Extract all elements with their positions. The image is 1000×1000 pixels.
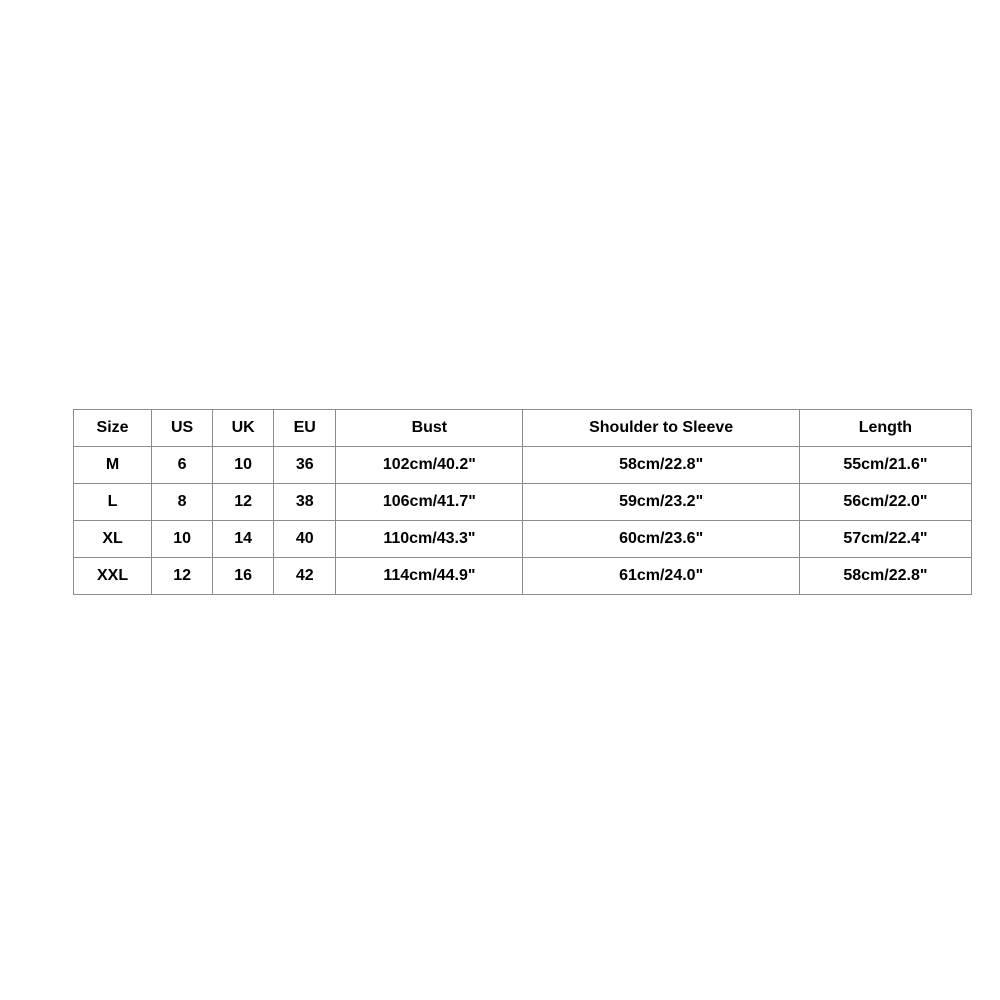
size-chart-table: [73, 409, 972, 595]
cell-uk: 10: [213, 447, 274, 484]
cell-size: M: [74, 447, 152, 484]
cell-shoulder-to-sleeve: 60cm/23.6": [523, 521, 799, 558]
table-header-row: [74, 410, 972, 447]
header-eu: EU: [274, 410, 336, 447]
cell-eu: 38: [274, 484, 336, 521]
cell-bust: 106cm/41.7": [336, 484, 523, 521]
cell-uk: 12: [213, 484, 274, 521]
cell-us: 12: [152, 558, 213, 595]
cell-bust: 102cm/40.2": [336, 447, 523, 484]
cell-shoulder-to-sleeve: 58cm/22.8": [523, 447, 799, 484]
header-us: US: [152, 410, 213, 447]
header-shoulder-to-sleeve: Shoulder to Sleeve: [523, 410, 799, 447]
cell-length: 56cm/22.0": [799, 484, 971, 521]
cell-uk: 14: [213, 521, 274, 558]
cell-bust: 110cm/43.3": [336, 521, 523, 558]
cell-size: L: [74, 484, 152, 521]
cell-size: XXL: [74, 558, 152, 595]
cell-us: 6: [152, 447, 213, 484]
cell-length: 57cm/22.4": [799, 521, 971, 558]
table-row: [74, 558, 972, 595]
cell-shoulder-to-sleeve: 61cm/24.0": [523, 558, 799, 595]
cell-length: 55cm/21.6": [799, 447, 971, 484]
cell-eu: 42: [274, 558, 336, 595]
table-row: [74, 484, 972, 521]
header-uk: UK: [213, 410, 274, 447]
cell-bust: 114cm/44.9": [336, 558, 523, 595]
cell-uk: 16: [213, 558, 274, 595]
cell-us: 10: [152, 521, 213, 558]
cell-eu: 36: [274, 447, 336, 484]
cell-length: 58cm/22.8": [799, 558, 971, 595]
table-row: [74, 447, 972, 484]
table-row: [74, 521, 972, 558]
cell-size: XL: [74, 521, 152, 558]
cell-shoulder-to-sleeve: 59cm/23.2": [523, 484, 799, 521]
cell-eu: 40: [274, 521, 336, 558]
header-size: Size: [74, 410, 152, 447]
header-length: Length: [799, 410, 971, 447]
cell-us: 8: [152, 484, 213, 521]
header-bust: Bust: [336, 410, 523, 447]
